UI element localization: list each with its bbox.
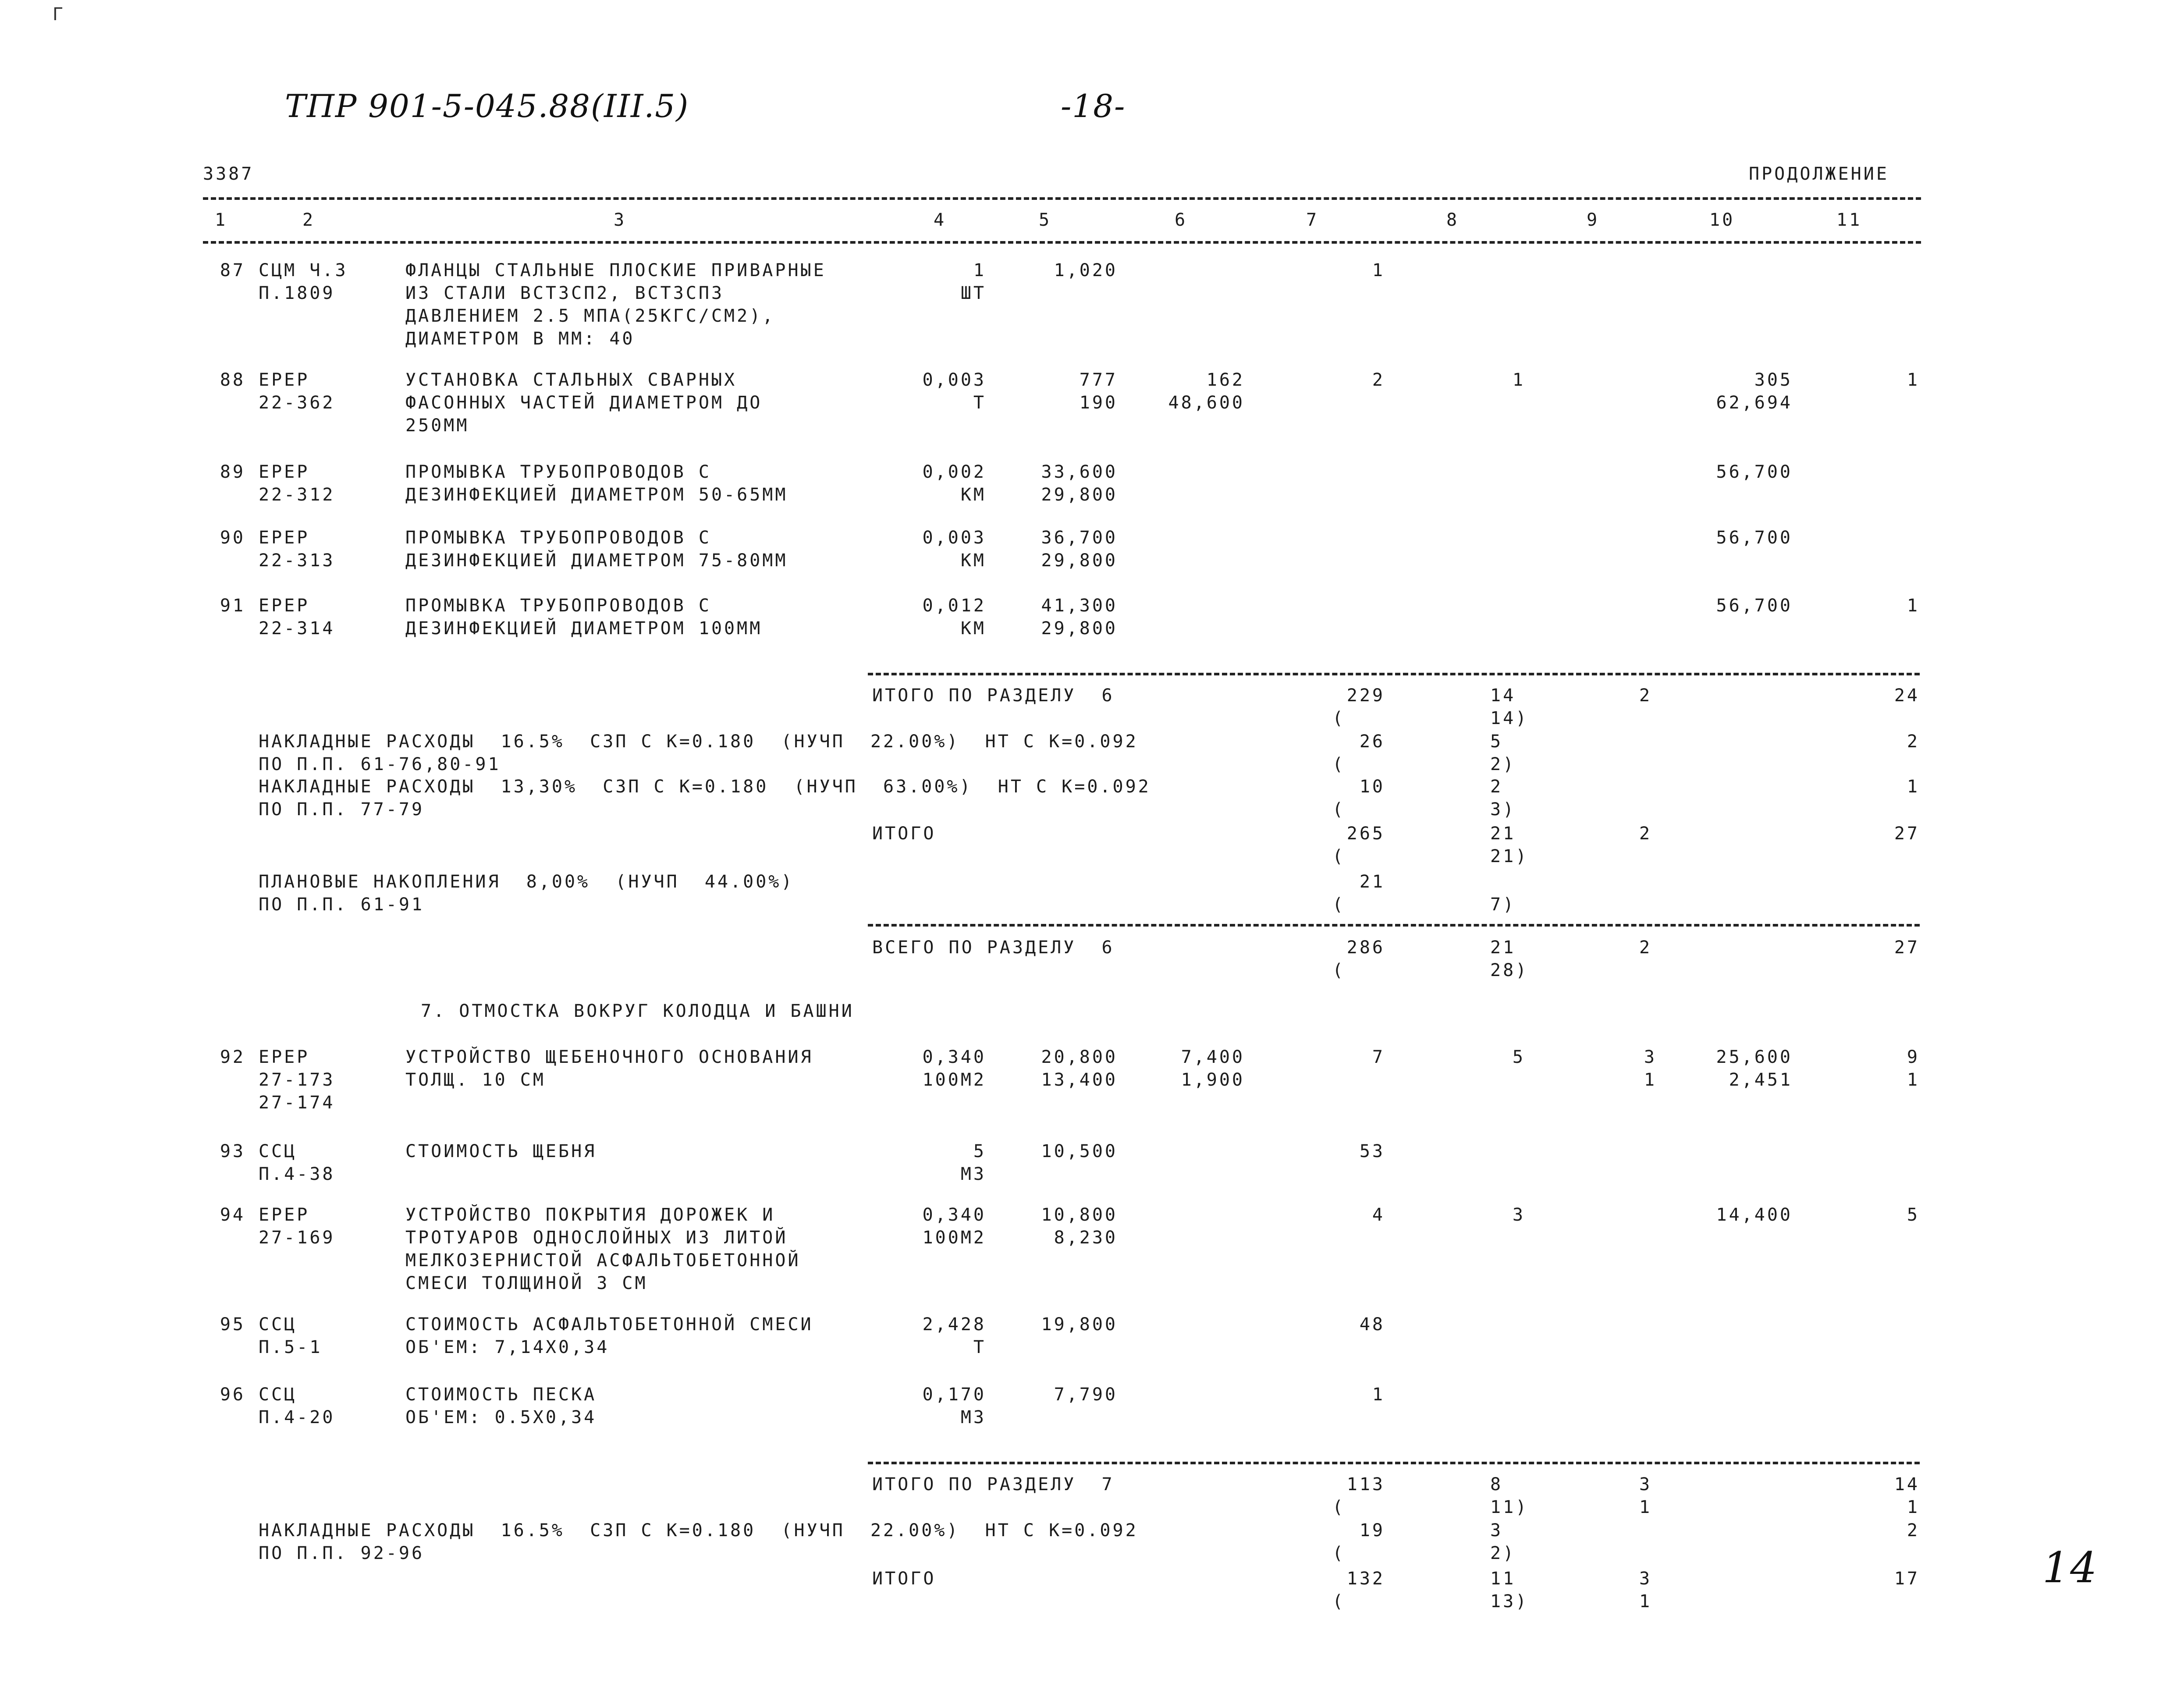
section6-subtotal-c7: 265 — [1346, 824, 1385, 844]
work-description: ИЗ СТАЛИ ВСТ3СП2, ВСТ3СП3 — [405, 283, 724, 303]
quantity-unit: 100М2 — [922, 1228, 986, 1248]
quantity-unit: 0,003 — [922, 528, 986, 548]
section7-total-c8b: 11) — [1490, 1497, 1529, 1517]
quantity-unit: 0,340 — [922, 1047, 986, 1067]
work-description: СТОИМОСТЬ ЩЕБНЯ — [405, 1141, 597, 1161]
unit-cost: 41,300 — [1041, 596, 1118, 616]
page-number: -18- — [1061, 88, 1126, 124]
section6-overhead2-c8a: 2 — [1490, 777, 1503, 797]
work-description: СТОИМОСТЬ ПЕСКА — [405, 1385, 597, 1405]
unit-cost: 190 — [1079, 393, 1118, 413]
column-number: 10 — [1709, 210, 1735, 230]
unit-cost: 33,600 — [1041, 462, 1118, 482]
total-cost: 1 — [1372, 1385, 1385, 1405]
norm-code: ЕРЕР — [259, 1205, 310, 1225]
section7-total-label: ИТОГО ПО РАЗДЕЛУ 7 — [872, 1474, 1115, 1495]
section6-overhead2-line2: ПО П.П. 77-79 — [259, 799, 425, 820]
section6-total-c11: 24 — [1894, 685, 1920, 706]
quantity-unit: Т — [973, 1337, 986, 1357]
unit-cost: 10,800 — [1041, 1205, 1118, 1225]
total-cost: 48 — [1359, 1314, 1385, 1335]
section7-total-c9b: 1 — [1639, 1497, 1652, 1517]
work-description: ДАВЛЕНИЕМ 2.5 МПА(25КГС/СМ2), — [405, 306, 775, 326]
row-number: 92 — [220, 1047, 245, 1067]
row-number: 90 — [220, 528, 245, 548]
column-number: 4 — [934, 210, 947, 230]
quantity-unit: 0,170 — [922, 1385, 986, 1405]
quantity-unit: 0,002 — [922, 462, 986, 482]
section6-grand-c8a: 21 — [1490, 937, 1516, 958]
norm-code: ЕРЕР — [259, 1047, 310, 1067]
row-number: 96 — [220, 1385, 245, 1405]
work-description: ОБ'ЕМ: 7,14Х0,34 — [405, 1337, 610, 1357]
unit-cost-machines: 162 — [1206, 370, 1245, 390]
column-number: 3 — [614, 210, 627, 230]
quantity-unit: КМ — [960, 485, 986, 505]
section6-total-c7: 229 — [1346, 685, 1385, 706]
section6-subtotal-c9: 2 — [1639, 824, 1652, 844]
quantity-unit: КМ — [960, 618, 986, 639]
col10-value: 14,400 — [1716, 1205, 1793, 1225]
section6-total-rule — [868, 673, 1920, 675]
col11-value: 9 — [1907, 1047, 1920, 1067]
section7-subtotal-c9a: 3 — [1639, 1569, 1652, 1589]
section6-subtotal-c11: 27 — [1894, 824, 1920, 844]
header-rule-top — [203, 197, 1921, 200]
section6-overhead2-c11: 1 — [1907, 777, 1920, 797]
section7-overhead-line2: ПО П.П. 92-96 — [259, 1543, 425, 1563]
col10-value: 305 — [1754, 370, 1793, 390]
work-description: МЕЛКОЗЕРНИСТОЙ АСФАЛЬТОБЕТОННОЙ — [405, 1250, 801, 1271]
section7-total-c7: 113 — [1346, 1474, 1385, 1495]
col10-value: 56,700 — [1716, 462, 1793, 482]
row-number: 87 — [220, 260, 245, 281]
section7-subtotal-label: ИТОГО — [872, 1569, 936, 1589]
section6-overhead1-c8b: 2) — [1490, 754, 1516, 774]
norm-code: П.4-38 — [259, 1164, 335, 1184]
col11-value: 5 — [1907, 1205, 1920, 1225]
total-wages: 5 — [1512, 1047, 1525, 1067]
unit-cost: 29,800 — [1041, 550, 1118, 571]
section6-total-c8b: 14) — [1490, 708, 1529, 728]
norm-code: ЕРЕР — [259, 370, 310, 390]
section7-overhead-c11: 2 — [1907, 1520, 1920, 1541]
norm-code: 22-312 — [259, 485, 335, 505]
total-wages: 1 — [1512, 370, 1525, 390]
unit-cost: 13,400 — [1041, 1070, 1118, 1090]
section6-savings-c7: 21 — [1359, 872, 1385, 892]
section6-subtotal-c8b: 21) — [1490, 846, 1529, 866]
section6-total-label: ИТОГО ПО РАЗДЕЛУ 6 — [872, 685, 1115, 706]
sheet-number: 14 — [2042, 1543, 2098, 1592]
section6-grand-c9: 2 — [1639, 937, 1652, 958]
work-description: СМЕСИ ТОЛЩИНОЙ 3 СМ — [405, 1273, 648, 1293]
section6-grand-rule — [868, 924, 1920, 927]
section6-grand-label: ВСЕГО ПО РАЗДЕЛУ 6 — [872, 937, 1115, 958]
total-cost: 7 — [1372, 1047, 1385, 1067]
section7-total-rule — [868, 1462, 1920, 1464]
unit-cost: 29,800 — [1041, 618, 1118, 639]
section7-title: 7. ОТМОСТКА ВОКРУГ КОЛОДЦА И БАШНИ — [421, 1001, 854, 1021]
work-description: СТОИМОСТЬ АСФАЛЬТОБЕТОННОЙ СМЕСИ — [405, 1314, 813, 1335]
norm-code: СЦМ Ч.3 — [259, 260, 348, 281]
work-description: ДИАМЕТРОМ В ММ: 40 — [405, 329, 635, 349]
unit-cost-machines: 7,400 — [1181, 1047, 1245, 1067]
quantity-unit: 1 — [973, 260, 986, 281]
work-description: ДЕЗИНФЕКЦИЕЙ ДИАМЕТРОМ 50-65ММ — [405, 485, 788, 505]
section6-overhead1-c8a: 5 — [1490, 731, 1503, 752]
col10-value: 62,694 — [1716, 393, 1793, 413]
section6-grand-paren: ( — [1332, 960, 1346, 980]
work-description: УСТАНОВКА СТАЛЬНЫХ СВАРНЫХ — [405, 370, 737, 390]
section6-savings-line2: ПО П.П. 61-91 — [259, 895, 425, 915]
norm-code: 27-169 — [259, 1228, 335, 1248]
col9-value: 3 — [1644, 1047, 1657, 1067]
total-cost: 4 — [1372, 1205, 1385, 1225]
col10-value: 2,451 — [1729, 1070, 1793, 1090]
norm-code: П.4-20 — [259, 1407, 335, 1427]
continuation-label: ПРОДОЛЖЕНИЕ — [1749, 164, 1889, 184]
col10-value: 25,600 — [1716, 1047, 1793, 1067]
column-number: 6 — [1175, 210, 1188, 230]
row-number: 94 — [220, 1205, 245, 1225]
work-description: ДЕЗИНФЕКЦИЕЙ ДИАМЕТРОМ 75-80ММ — [405, 550, 788, 571]
norm-code: 27-173 — [259, 1070, 335, 1090]
section6-total-c9: 2 — [1639, 685, 1652, 706]
unit-cost: 1,020 — [1054, 260, 1118, 281]
norm-code: 22-362 — [259, 393, 335, 413]
section6-total-c8a: 14 — [1490, 685, 1516, 706]
col10-value: 56,700 — [1716, 528, 1793, 548]
work-description: ПРОМЫВКА ТРУБОПРОВОДОВ С — [405, 596, 711, 616]
norm-code: ССЦ — [259, 1385, 297, 1405]
total-cost: 2 — [1372, 370, 1385, 390]
section7-total-c8a: 8 — [1490, 1474, 1503, 1495]
section7-total-c11b: 1 — [1907, 1497, 1920, 1517]
total-wages: 3 — [1512, 1205, 1525, 1225]
col11-value: 1 — [1907, 596, 1920, 616]
section6-subtotal-label: ИТОГО — [872, 824, 936, 844]
column-number: 7 — [1306, 210, 1319, 230]
col11-value: 1 — [1907, 1070, 1920, 1090]
section6-overhead2-c7: 10 — [1359, 777, 1385, 797]
section6-overhead1-line2: ПО П.П. 61-76,80-91 — [259, 754, 501, 774]
norm-code: П.1809 — [259, 283, 335, 303]
column-number: 9 — [1587, 210, 1600, 230]
section7-overhead-c8b: 2) — [1490, 1543, 1516, 1563]
col11-value: 1 — [1907, 370, 1920, 390]
quantity-unit: ШТ — [960, 283, 986, 303]
norm-code: ЕРЕР — [259, 596, 310, 616]
work-description: ТОЛЩ. 10 СМ — [405, 1070, 546, 1090]
unit-cost: 7,790 — [1054, 1385, 1118, 1405]
column-number: 5 — [1039, 210, 1052, 230]
section7-subtotal-c11: 17 — [1894, 1569, 1920, 1589]
section7-overhead-c7: 19 — [1359, 1520, 1385, 1541]
norm-code: 22-314 — [259, 618, 335, 639]
column-number: 8 — [1446, 210, 1460, 230]
section6-grand-c7: 286 — [1346, 937, 1385, 958]
work-description: ДЕЗИНФЕКЦИЕЙ ДИАМЕТРОМ 100ММ — [405, 618, 763, 639]
unit-cost: 10,500 — [1041, 1141, 1118, 1161]
unit-cost: 777 — [1079, 370, 1118, 390]
unit-cost: 29,800 — [1041, 485, 1118, 505]
header-rule-bottom — [203, 241, 1921, 244]
unit-cost: 36,700 — [1041, 528, 1118, 548]
section6-subtotal-paren: ( — [1332, 846, 1346, 866]
section7-overhead-paren: ( — [1332, 1543, 1346, 1563]
quantity-unit: 0,003 — [922, 370, 986, 390]
row-number: 95 — [220, 1314, 245, 1335]
norm-code: 22-313 — [259, 550, 335, 571]
section7-subtotal-paren: ( — [1332, 1591, 1346, 1612]
section6-overhead1-c7: 26 — [1359, 731, 1385, 752]
norm-code: ССЦ — [259, 1141, 297, 1161]
section7-total-paren: ( — [1332, 1497, 1346, 1517]
unit-cost: 19,800 — [1041, 1314, 1118, 1335]
norm-code: ССЦ — [259, 1314, 297, 1335]
project-code: ТПР 901-5-045.88(III.5) — [285, 88, 689, 124]
col10-value: 56,700 — [1716, 596, 1793, 616]
quantity-unit: 2,428 — [922, 1314, 986, 1335]
work-description: УСТРОЙСТВО ЩЕБЕНОЧНОГО ОСНОВАНИЯ — [405, 1047, 813, 1067]
section6-overhead2-line1: НАКЛАДНЫЕ РАСХОДЫ 13,30% СЗП С К=0.180 (НУЧП 63.00%) НТ С К=0.092 — [259, 777, 1151, 797]
quantity-unit: М3 — [960, 1407, 986, 1427]
row-number: 89 — [220, 462, 245, 482]
section7-overhead-c8a: 3 — [1490, 1520, 1503, 1541]
norm-code: ЕРЕР — [259, 528, 310, 548]
section6-savings-paren: ( — [1332, 895, 1346, 915]
work-description: ФЛАНЦЫ СТАЛЬНЫЕ ПЛОСКИЕ ПРИВАРНЫЕ — [405, 260, 826, 281]
row-number: 93 — [220, 1141, 245, 1161]
section6-total-paren: ( — [1332, 708, 1346, 728]
quantity-unit: М3 — [960, 1164, 986, 1184]
section6-overhead1-line1: НАКЛАДНЫЕ РАСХОДЫ 16.5% СЗП С К=0.180 (НУЧП 22.00%) НТ С К=0.092 — [259, 731, 1138, 752]
section6-grand-c8b: 28) — [1490, 960, 1529, 980]
work-description: ФАСОННЫХ ЧАСТЕЙ ДИАМЕТРОМ ДО — [405, 393, 763, 413]
column-number: 1 — [215, 210, 228, 230]
row-number: 88 — [220, 370, 245, 390]
quantity-unit: 0,012 — [922, 596, 986, 616]
quantity-unit: Т — [973, 393, 986, 413]
quantity-unit: КМ — [960, 550, 986, 571]
section6-subtotal-c8a: 21 — [1490, 824, 1516, 844]
section6-overhead1-c11: 2 — [1907, 731, 1920, 752]
section7-subtotal-c8b: 13) — [1490, 1591, 1529, 1612]
work-description: УСТРОЙСТВО ПОКРЫТИЯ ДОРОЖЕК И — [405, 1205, 775, 1225]
doc-number: 3387 — [203, 164, 254, 184]
column-number: 2 — [302, 210, 316, 230]
corner-mark: Г — [53, 4, 64, 25]
section7-total-c9a: 3 — [1639, 1474, 1652, 1495]
total-cost: 1 — [1372, 260, 1385, 281]
work-description: ПРОМЫВКА ТРУБОПРОВОДОВ С — [405, 528, 711, 548]
section6-overhead2-c8b: 3) — [1490, 799, 1516, 820]
section7-total-c11a: 14 — [1894, 1474, 1920, 1495]
unit-cost-machines: 1,900 — [1181, 1070, 1245, 1090]
section6-savings-line1: ПЛАНОВЫЕ НАКОПЛЕНИЯ 8,00% (НУЧП 44.00%) — [259, 872, 794, 892]
section6-overhead1-paren: ( — [1332, 754, 1346, 774]
section6-overhead2-paren: ( — [1332, 799, 1346, 820]
section6-grand-c11: 27 — [1894, 937, 1920, 958]
quantity-unit: 100М2 — [922, 1070, 986, 1090]
unit-cost: 20,800 — [1041, 1047, 1118, 1067]
section7-subtotal-c7: 132 — [1346, 1569, 1385, 1589]
section7-overhead-line1: НАКЛАДНЫЕ РАСХОДЫ 16.5% СЗП С К=0.180 (НУЧП 22.00%) НТ С К=0.092 — [259, 1520, 1138, 1541]
column-number: 11 — [1836, 210, 1862, 230]
quantity-unit: 0,340 — [922, 1205, 986, 1225]
work-description: ОБ'ЕМ: 0.5Х0,34 — [405, 1407, 597, 1427]
work-description: 250ММ — [405, 415, 469, 436]
section6-savings-c8b: 7) — [1490, 895, 1516, 915]
quantity-unit: 5 — [973, 1141, 986, 1161]
unit-cost: 8,230 — [1054, 1228, 1118, 1248]
unit-cost-machines: 48,600 — [1168, 393, 1245, 413]
work-description: ТРОТУАРОВ ОДНОСЛОЙНЫХ ИЗ ЛИТОЙ — [405, 1228, 788, 1248]
norm-code: ЕРЕР — [259, 462, 310, 482]
total-cost: 53 — [1359, 1141, 1385, 1161]
row-number: 91 — [220, 596, 245, 616]
col9-value: 1 — [1644, 1070, 1657, 1090]
section7-subtotal-c8a: 11 — [1490, 1569, 1516, 1589]
norm-code: П.5-1 — [259, 1337, 323, 1357]
section7-subtotal-c9b: 1 — [1639, 1591, 1652, 1612]
norm-code: 27-174 — [259, 1093, 335, 1113]
work-description: ПРОМЫВКА ТРУБОПРОВОДОВ С — [405, 462, 711, 482]
